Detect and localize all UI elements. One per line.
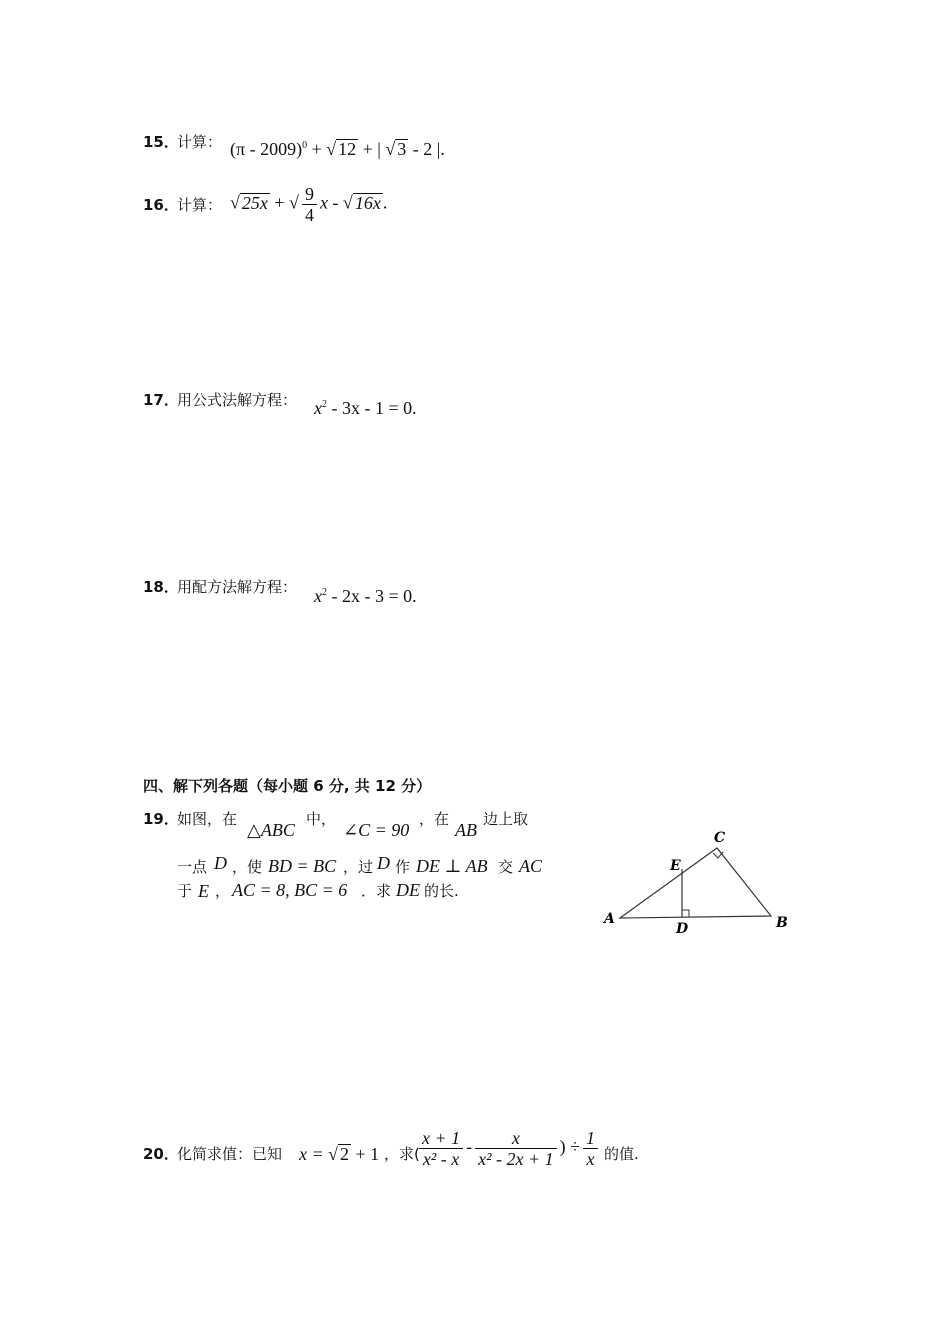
q16-plus: + (269, 192, 290, 213)
q19-de: DE (396, 880, 420, 900)
q15-end: . (440, 139, 445, 159)
q20-fraction-1 (419, 1128, 463, 1169)
triangle-abc (620, 848, 771, 918)
q16-sqrt25x: 25x (241, 192, 268, 213)
q20-expression (416, 1128, 601, 1169)
q19-line2-e: 交 (498, 858, 514, 876)
q18-rest: - 2x - 3 = 0 (327, 586, 413, 606)
q20-text-2: ，求( (384, 1145, 420, 1163)
q19-line3-d: 的长. (424, 882, 459, 900)
q20-f1-den: x² - x (422, 1149, 460, 1169)
q19-triangle: △ABC (247, 820, 295, 840)
q19-text-4: 边上取 (483, 810, 529, 828)
q19-ab: AB (455, 820, 477, 840)
q19-line3-b: ， (215, 882, 231, 900)
q16-end: . (382, 192, 388, 213)
q19-de-perp-ab: DE ⊥ AB (416, 856, 488, 876)
q19-text-3: ，在 (419, 810, 450, 828)
q20-sqrt2: 2 (340, 1144, 350, 1164)
q15-plus: + (307, 139, 327, 159)
q20-f2-den: x² - 2x + 1 (478, 1149, 554, 1169)
q20-f3-den: x (586, 1149, 595, 1169)
q16-label: 计算： (177, 196, 223, 214)
q20-fraction-2 (475, 1128, 557, 1169)
label-a: A (604, 911, 615, 927)
q20-plus1: + 1 (351, 1144, 380, 1164)
q19-line2-a: 一点 (177, 858, 208, 876)
q16-fraction (302, 184, 317, 225)
q19-text-1: 如图，在 (177, 810, 238, 828)
q20-x-eq: x = (299, 1144, 329, 1164)
q19-line2-d: 作 (395, 858, 411, 876)
q19-line2-c: ，过 (343, 858, 374, 876)
q15-expression: (π - 2009)$^0$ + √ 12 + | √ 3 - 2 |. (230, 139, 445, 159)
q19-bd-bc: BD = BC (268, 856, 337, 876)
q20-f1-num: x + 1 (419, 1128, 463, 1149)
q19-number: 19． (143, 810, 179, 828)
q20-text-4: 的值. (604, 1145, 639, 1163)
section-4-heading: 四、解下列各题（每小题 6 分, 共 12 分） (143, 777, 432, 795)
q16-sqrt16x: 16x (354, 192, 381, 213)
q15-label: 计算： (177, 133, 223, 151)
q17-end: . (412, 398, 417, 418)
q16-number: 16． (143, 196, 179, 214)
q20-f2-num: x (475, 1128, 557, 1149)
q19-line2-b: ，使 (232, 858, 263, 876)
label-d: D (676, 921, 689, 937)
q19-values: AC = 8, BC = 6 (232, 880, 348, 900)
q17-equation (314, 398, 417, 419)
q19-point-d: D (214, 853, 227, 873)
q15-abs-close: - 2 | (408, 139, 441, 159)
q15-sqrt3: 3 (397, 139, 407, 159)
q20-f3-num: 1 (583, 1128, 598, 1149)
q18-number: 18． (143, 578, 179, 596)
q15-abs-open: + | (358, 139, 386, 159)
q19-angle: ∠C = 90 (343, 820, 410, 840)
q17-x: x (314, 398, 322, 418)
q19-line3-a: 于 (177, 882, 193, 900)
q18-exponent: 2 (322, 587, 327, 598)
q20-number: 20． (143, 1145, 179, 1163)
q17-exponent: 2 (322, 399, 327, 410)
label-e: E (670, 858, 681, 874)
q17-number: 17． (143, 391, 179, 409)
q18-label: 用配方法解方程： (177, 578, 298, 596)
q15-number: 15． (143, 133, 179, 151)
q16-frac-den: 4 (304, 205, 314, 225)
q20-divide: ) ÷ (559, 1136, 581, 1157)
q16-expression: √ 25x + √ $\frac{9}{4}$ x - √ 16x . (230, 184, 388, 225)
q18-end: . (412, 586, 417, 606)
q16-frac-num: 9 (302, 184, 317, 205)
q16-x: x - (319, 192, 343, 213)
q20-text-1: 化简求值：已知 (177, 1145, 283, 1163)
q15-pi-term: (π - 2009) (230, 139, 303, 159)
q17-rest: - 3x - 1 = 0 (327, 398, 413, 418)
q15-sqrt12: 12 (338, 139, 357, 159)
q18-equation (314, 586, 417, 607)
q19-point-d-2: D (377, 853, 390, 873)
q20-condition: x = √ 2 + 1 (299, 1144, 380, 1164)
right-angle-d (682, 910, 689, 917)
q20-fraction-3 (583, 1128, 598, 1169)
q18-x: x (314, 586, 322, 606)
q19-ac: AC (519, 856, 543, 876)
q19-line3-c: ．求 (361, 882, 392, 900)
q20-minus: - (466, 1136, 473, 1157)
triangle-figure (590, 820, 800, 940)
q19-text-2: 中， (306, 810, 337, 828)
label-b: B (776, 915, 788, 931)
q15-exponent: 0 (302, 140, 308, 151)
q19-point-e: E (198, 881, 209, 901)
q17-label: 用公式法解方程： (177, 391, 298, 409)
label-c: C (714, 830, 726, 846)
